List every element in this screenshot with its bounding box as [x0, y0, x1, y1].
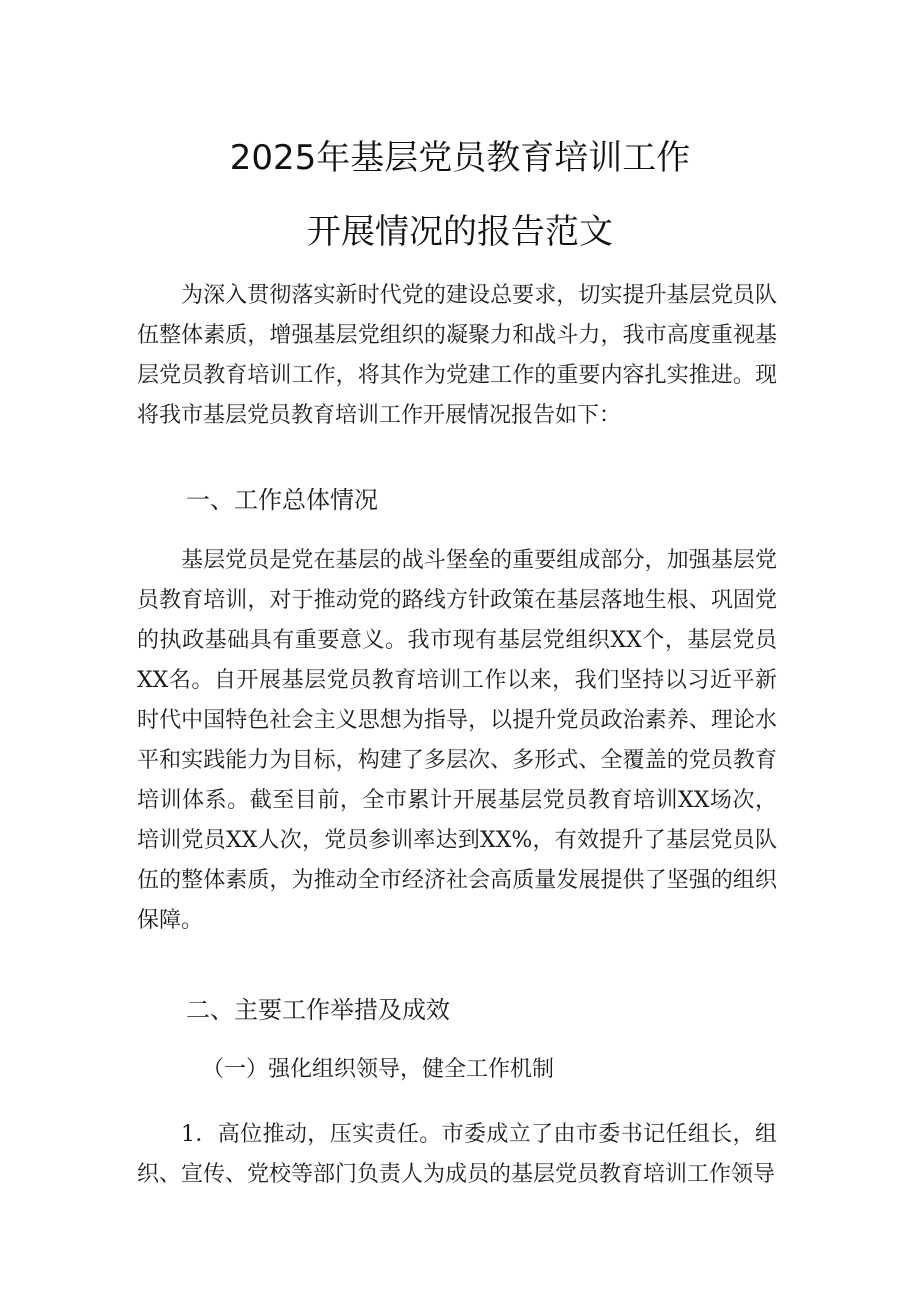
section-1-heading: 一、工作总体情况: [186, 486, 378, 514]
document-title-line-2: 开展情况的报告范文: [307, 212, 613, 252]
section-2-heading: 二、主要工作举措及成效: [186, 996, 450, 1024]
section-2-item-1-paragraph: 1．高位推动，压实责任。市委成立了由市委书记任组长，组织、宣传、党校等部门负责人为成员的基层党员教育培训工作领导: [137, 1122, 777, 1187]
document-title-line-1: 2025年基层党员教育培训工作: [229, 138, 691, 178]
section-1-paragraph: 基层党员是党在基层的战斗堡垒的重要组成部分，加强基层党员教育培训，对于推动党的路线方针政策在基层落地生根、巩固党的执政基础具有重要意义。我市现有基层党组织XX个，基层党员XX名。自开展基层党员教育培训工作以来，我们坚持以习近平新时代中国特色社会主义思想为指导，以提升党员政治素养、理论水平和实践能力为目标，构建了多层次、多形式、全覆盖的党员教育培训体系。截至目前，全市累计开展基层党员教育培训XX场次，培训党员XX人次，党员参训率达到XX%，有效提升了基层党员队伍的整体素质，为推动全市经济社会高质量发展提供了坚强的组织保障。: [137, 548, 777, 933]
section-2-subheading: （一）强化组织领导，健全工作机制: [202, 1057, 555, 1082]
intro-paragraph: 为深入贯彻落实新时代党的建设总要求，切实提升基层党员队伍整体素质，增强基层党组织的凝聚力和战斗力，我市高度重视基层党员教育培训工作，将其作为党建工作的重要内容扎实推进。现将我市基层党员教育培训工作开展情况报告如下：: [137, 283, 777, 428]
